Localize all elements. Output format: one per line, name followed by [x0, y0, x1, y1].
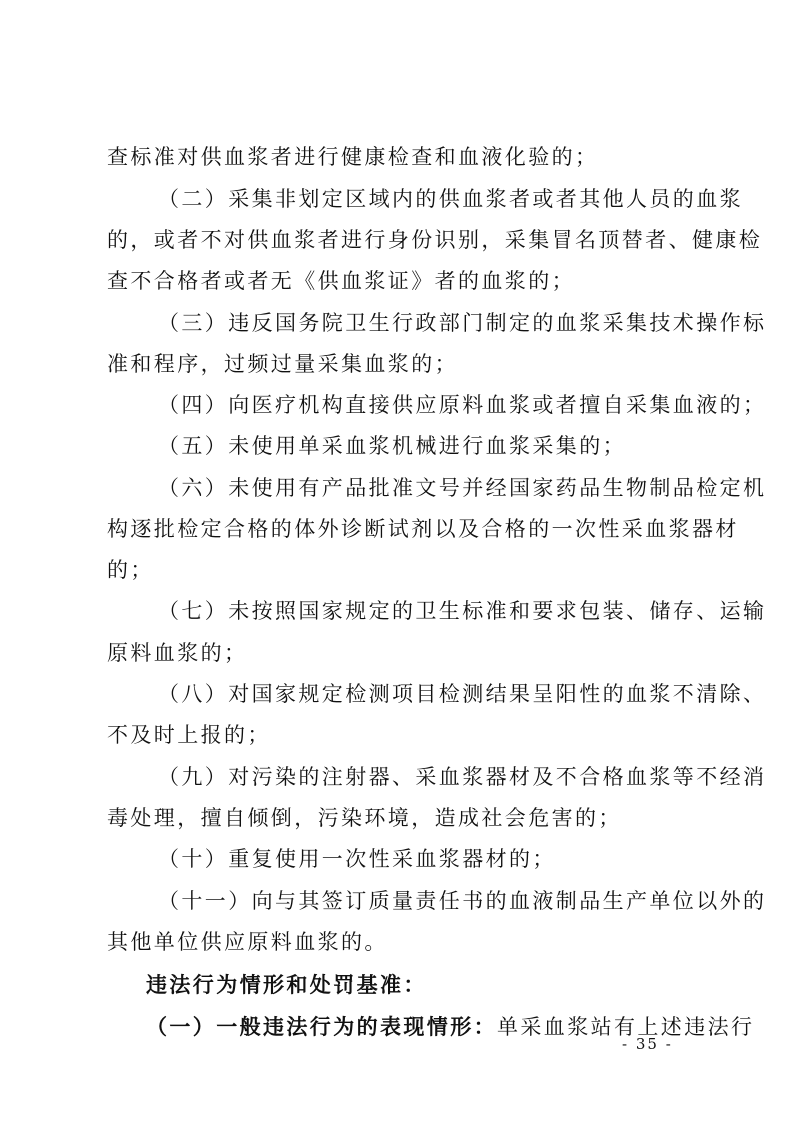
body-text: 单采血浆站有上述违法行 — [497, 1015, 755, 1039]
body-line: 准和程序，过频过量采集血浆的； — [107, 352, 458, 376]
body-line: 的，或者不对供血浆者进行身份识别，采集冒名顶替者、健康检 — [107, 228, 763, 252]
body-line: （三）违反国务院卫生行政部门制定的血浆采集技术操作标 — [158, 311, 767, 335]
body-line: （五）未使用单采血浆机械进行血浆采集的； — [158, 434, 626, 458]
body-line: 毒处理，擅自倾倒，污染环境，造成社会危害的； — [107, 806, 622, 830]
body-line: 不及时上报的； — [107, 723, 271, 747]
body-line: （九）对污染的注射器、采血浆器材及不合格血浆等不经消 — [158, 765, 767, 789]
body-line: 查标准对供血浆者进行健康检查和血液化验的； — [107, 145, 599, 169]
body-line: （六）未使用有产品批准文号并经国家药品生物制品检定机 — [158, 476, 767, 500]
body-line: 的； — [107, 558, 154, 582]
body-line: 构逐批检定合格的体外诊断试剂以及合格的一次性采血浆器材 — [107, 517, 739, 541]
body-line: （七）未按照国家规定的卫生标准和要求包装、储存、运输 — [158, 599, 767, 623]
section-heading: 违法行为情形和处罚基准： — [146, 973, 427, 997]
body-line: （十）重复使用一次性采血浆器材的； — [158, 847, 556, 871]
subsection-heading: （一）一般违法行为的表现情形： — [146, 1015, 497, 1039]
page-number: - 35 - — [622, 1035, 673, 1053]
body-line: 查不合格者或者无《供血浆证》者的血浆的； — [107, 269, 575, 293]
body-line: （八）对国家规定检测项目检测结果呈阳性的血浆不清除、 — [158, 682, 767, 706]
body-line: 其他单位供应原料血浆的。 — [107, 930, 388, 954]
body-line: （四）向医疗机构直接供应原料血浆或者擅自采集血液的； — [158, 393, 767, 417]
body-line: （十一）向与其签订质量责任书的血液制品生产单位以外的 — [158, 889, 767, 913]
body-line: （二）采集非划定区域内的供血浆者或者其他人员的血浆 — [158, 187, 743, 211]
body-line: 原料血浆的； — [107, 641, 248, 665]
